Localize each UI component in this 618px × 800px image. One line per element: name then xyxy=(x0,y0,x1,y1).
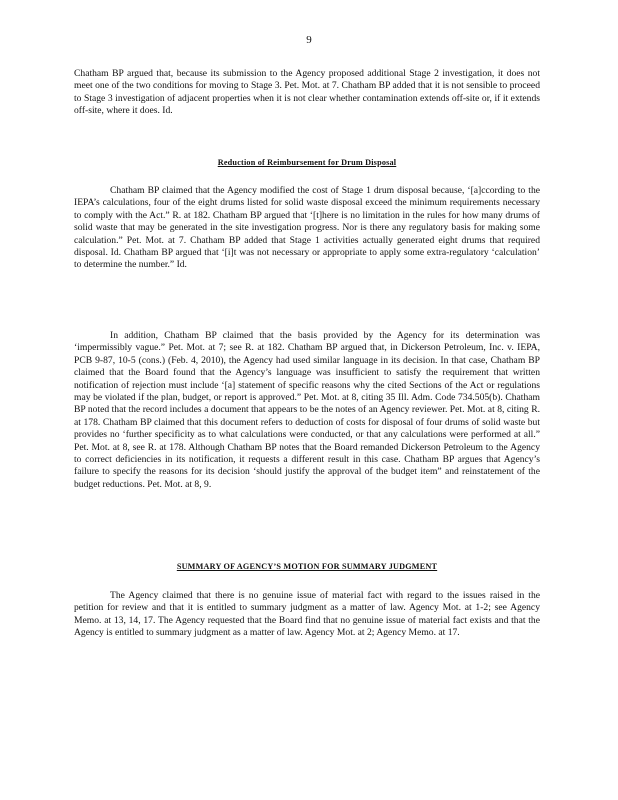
paragraph-vague-basis: In addition, Chatham BP claimed that the basis provided by the Agency for its determination was ‘impermissibly vague.” Pet. Mot. at 7; see R. at 182. Chatham BP argued that, in Dickerson Petroleum, Inc. v. IEPA, PCB 9-87, 10-5 (cons.) (Feb. 4, 2010), the Agency had used similar language in its decision. In that case, Chatham BP claimed that the Board found that the Agency’s language was insufficient to satisfy the requirement that written notification of rejection must include ‘[a] statement of specific reasons why the cited Sections of the Act or regulations may be violated if the plan, budget, or report is approved.” Pet. Mot. at 8, citing 35 Ill. Adm. Code 734.505(b). Chatham BP noted that the record includes a document that appears to be the notes of an Agency reviewer. Pet. Mot. at 8, citing R. at 178. Chatham BP claimed that this document refers to deduction of costs for disposal of four drums of solid waste but provides no ‘further specificity as to what calculations were conducted, or that any calculations were performed at all.” Pet. Mot. at 8, see R. at 178. Although Chatham BP notes that the Board remanded Dickerson Petroleum to the Agency to correct deficiencies in its notification, it requests a different result in this case. Chatham BP argues that Agency’s failure to specify the reasons for its decision ‘should justify the approval of the budget item” and reinstatement of the budget reductions. Pet. Mot. at 8, 9. xyxy=(74,330,540,490)
page-number: 9 xyxy=(306,34,312,46)
paragraph-drum-disposal: Chatham BP claimed that the Agency modified the cost of Stage 1 drum disposal because, ‘[a]ccording to the IEPA’s calculations, four of the eight drums listed for solid waste disposal exceed the minimum requirements necessary to comply with the Act.” R. at 182. Chatham BP argued that ‘[t]here is no limitation in the rules for how many drums of solid waste that may be generated in the site investigation progress. Nor is there any regulatory basis for making some calculation.” Pet. Mot. at 7. Chatham BP added that Stage 1 activities actually generated eight drums that required disposal. Id. Chatham BP argued that ‘[i]t was not necessary or appropriate to apply some extra-regulatory ‘calculation’ to determine the number.” Id. xyxy=(74,185,540,271)
section-heading-text: Reduction of Reimbursement for Drum Disposal xyxy=(217,158,397,167)
section-heading-text: SUMMARY OF AGENCY’S MOTION FOR SUMMARY JUDGMENT xyxy=(176,562,438,571)
paragraph-stage3-argument: Chatham BP argued that, because its submission to the Agency proposed additional Stage 2 investigation, it does not meet one of the two conditions for moving to Stage 3. Pet. Mot. at 7. Chatham BP added that it is not sensible to proceed to Stage 3 investigation of adjacent properties when it is not clear whether contamination extends off-site or, if it extends off-site, where it does. Id. xyxy=(74,68,540,117)
section-heading-drum-disposal xyxy=(74,158,540,167)
paragraph-agency-motion: The Agency claimed that there is no genuine issue of material fact with regard to the issues raised in the petition for review and that it is entitled to summary judgment as a matter of law. Agency Mot. at 1-2; see Agency Memo. at 13, 14, 17. The Agency requested that the Board find that no genuine issue of material fact exists and that the Agency is entitled to summary judgment as a matter of law. Agency Mot. at 2; Agency Memo. at 17. xyxy=(74,590,540,639)
section-heading-summary-judgment xyxy=(74,562,540,571)
